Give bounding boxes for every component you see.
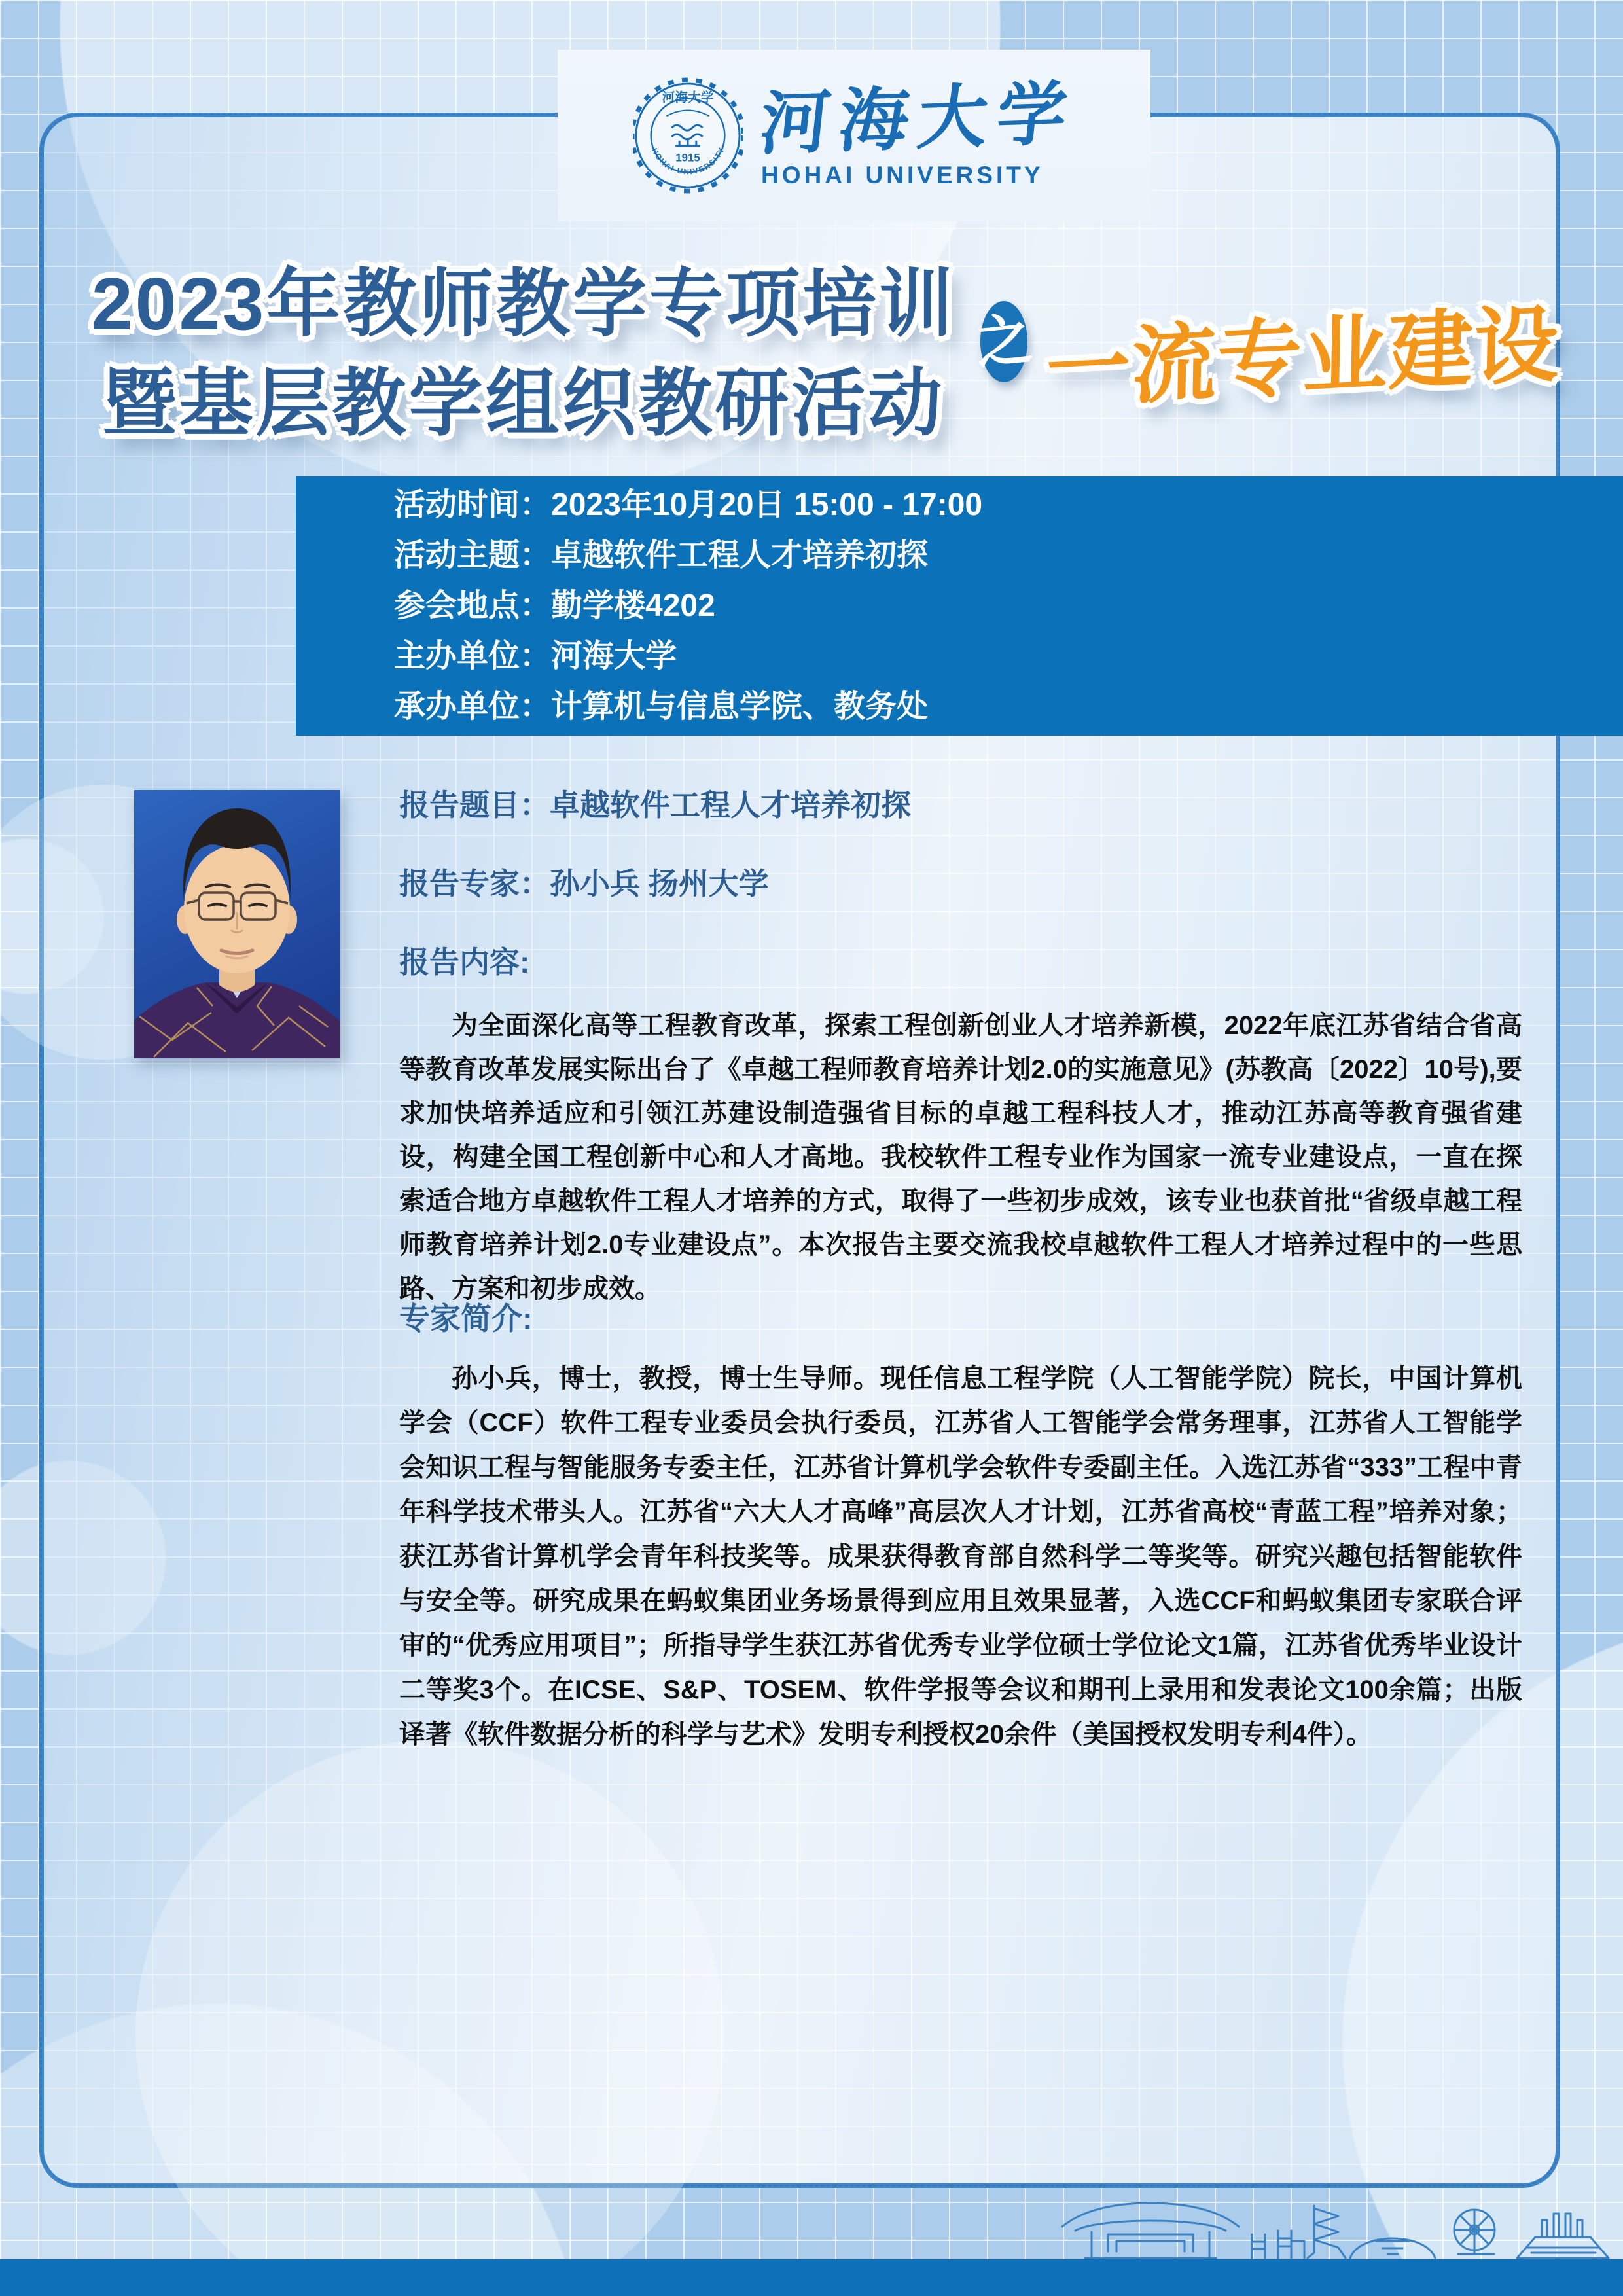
profile-heading: 专家简介:: [399, 1301, 533, 1336]
decor-circle: [135, 1740, 724, 2296]
seal-cn-text: 河海大学: [662, 89, 714, 105]
event-host-label: 主办单位：: [394, 639, 552, 673]
event-time-label: 活动时间：: [394, 488, 552, 522]
university-seal-icon: [633, 70, 743, 201]
report-title-label: 报告题目：: [399, 788, 550, 822]
report-content-label: 报告内容:: [399, 945, 530, 979]
event-location-row: [394, 590, 1623, 622]
title-line-1: 2023年教师教学专项培训: [91, 262, 956, 345]
event-organizer-value: 计算机与信息学院、教务处: [551, 689, 929, 724]
report-title-row: [399, 789, 911, 822]
title-connector: 之: [972, 307, 1035, 376]
report-speaker-row: [399, 867, 769, 901]
seal-ring-text: HOHAI UNIVERSITY: [649, 145, 727, 177]
report-speaker-value: 孙小兵 扬州大学: [550, 867, 769, 901]
university-name-en: HOHAI UNIVERSITY: [761, 161, 1044, 188]
report-abstract: 为全面深化高等工程教育改革，探索工程创新创业人才培养新模，2022年底江苏省结合省高等教育改革发展实际出台了《卓越工程师教育培养计划2.0的实施意见》(苏教高〔2022〕10号),要求加快培养适应和引领江苏建设制造强省目标的卓越工程科技人才，推动江苏高等教育强省建设，构建全国工程创新中心和人才高地。我校软件工程专业作为国家一流专业建设点，一直在探索适合地方卓越软件工程人才培养的方式，取得了一些初步成效，该专业也获首批“省级卓越工程师教育培养计划2.0专业建设点”。本次报告主要交流我校卓越软件工程人才培养过程中的一些思路、方案和初步成效。: [399, 1011, 1522, 1303]
university-name-cn: 河海大学: [756, 72, 1080, 165]
event-time-value: 2023年10月20日 15:00 - 17:00: [551, 488, 983, 522]
event-topic-value: 卓越软件工程人才培养初探: [551, 538, 929, 573]
profile-bio: 孙小兵，博士，教授，博士生导师。现任信息工程学院（人工智能学院）院长，中国计算机学会（CCF）软件工程专业委员会执行委员，江苏省人工智能学会常务理事，江苏省人工智能学会知识工程与智能服务专委主任，江苏省计算机学会软件专委副主任。入选江苏省“333”工程中青年科学技术带头人。江苏省“六大人才高峰”高层次人才计划，江苏省高校“青蓝工程”培养对象；获江苏省计算机学会青年科技奖等。成果获得教育部自然科学二等奖等。研究兴趣包括智能软件与安全等。研究成果在蚂蚁集团业务场景得到应用且效果显著，入选CCF和蚂蚁集团专家联合评审的“优秀应用项目”；所指导学生获江苏省优秀专业学位硕士学位论文1篇，江苏省优秀毕业设计二等奖3个。在ICSE、S&P、TOSEM、软件学报等会议和期刊上录用和发表论文100余篇；出版译著《软件数据分析的科学与艺术》发明专利授权20余件（美国授权发明专利4件）。: [399, 1364, 1522, 1749]
report-speaker-label: 报告专家：: [399, 867, 550, 901]
event-location-label: 参会地点：: [394, 588, 552, 623]
event-info-banner: [296, 476, 1623, 736]
speaker-photo: [134, 790, 340, 1058]
event-host-value: 河海大学: [551, 639, 677, 673]
university-logo: [558, 50, 1150, 221]
event-topic-row: [394, 540, 1623, 571]
title-line-2: 暨基层教学组织教研活动: [102, 362, 945, 444]
report-title-value: 卓越软件工程人才培养初探: [550, 788, 911, 822]
poster-title: [65, 254, 982, 453]
title-highlight: 一流专业建设: [1045, 296, 1561, 419]
event-time-row: [394, 490, 1623, 521]
footer-bar: [0, 2259, 1623, 2296]
event-host-row: [394, 641, 1623, 672]
event-topic-label: 活动主题：: [394, 538, 552, 573]
skyline-illustration-icon: [1046, 2200, 1623, 2261]
event-organizer-label: 承办单位：: [394, 689, 552, 724]
event-location-value: 勤学楼4202: [551, 588, 715, 623]
event-organizer-row: [394, 691, 1623, 723]
title-connector-badge: [972, 301, 1035, 382]
seal-year: 1915: [675, 151, 700, 164]
